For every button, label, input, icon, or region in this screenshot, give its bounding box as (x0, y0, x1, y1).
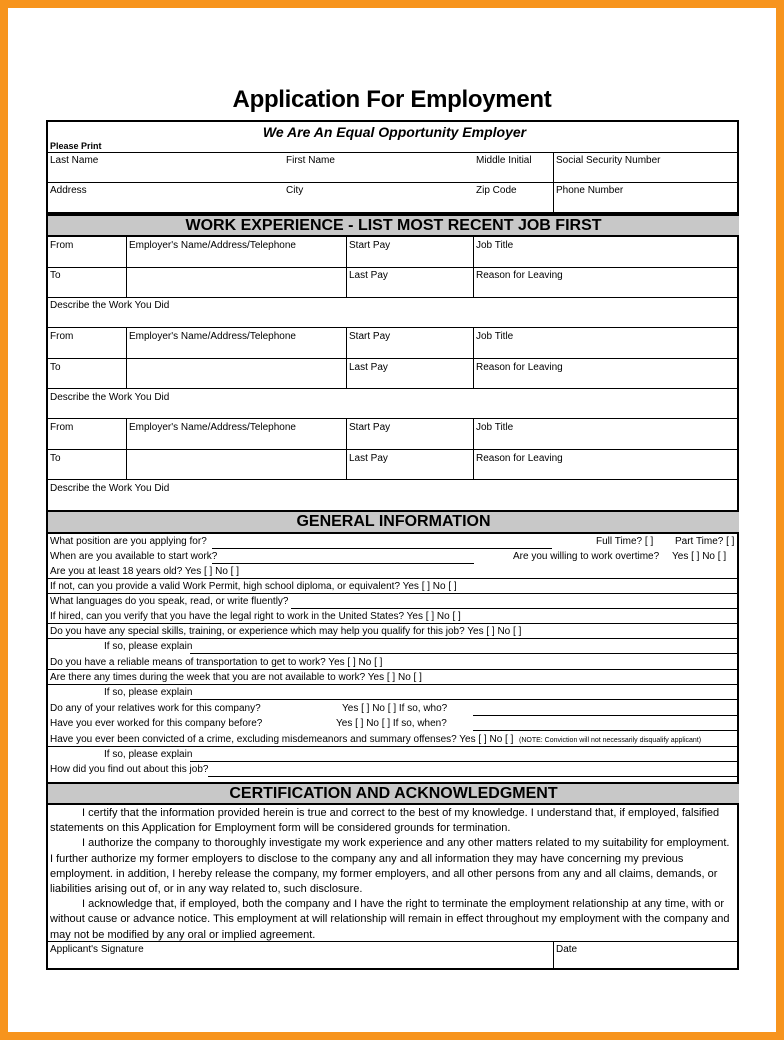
certification-paragraph-1: I certify that the information provided herein is true and correct to the best of my knowledge. I understand that, if employed, falsified statements on this Application for Employment form will be considered grounds for termination. (50, 807, 720, 835)
worked-before-checkboxes[interactable]: Yes [ ] No [ ] If so, when? (336, 718, 447, 729)
full-time-checkbox[interactable]: Full Time? [ ] (596, 536, 654, 547)
last-pay-field[interactable]: Last Pay (349, 362, 388, 373)
ssn-field[interactable]: Social Security Number (556, 155, 661, 166)
transport-question[interactable]: Do you have a reliable means of transportation to get to work? Yes [ ] No [ ] (50, 657, 383, 668)
worked-before-question: Have you ever worked for this company before? (50, 718, 263, 729)
describe-work-field[interactable]: Describe the Work You Did (50, 392, 170, 403)
reason-for-leaving-field[interactable]: Reason for Leaving (476, 453, 563, 464)
conviction-question[interactable]: Have you ever been convicted of a crime, excluding misdemeanors and summary offenses? Yes [ ] No [ ] (50, 734, 514, 745)
languages-input[interactable] (291, 608, 739, 609)
address-field[interactable]: Address (50, 185, 87, 196)
from-field[interactable]: From (50, 422, 74, 433)
skills-explain-input[interactable] (190, 653, 739, 654)
age-question[interactable]: Are you at least 18 years old? Yes [ ] No [ ] (50, 566, 239, 577)
skills-question[interactable]: Do you have any special skills, training, or experience which may help you qualify for this job? Yes [ ] No [ ] (50, 626, 522, 637)
describe-work-field[interactable]: Describe the Work You Did (50, 483, 170, 494)
conviction-explain-input[interactable] (190, 761, 739, 762)
found-job-question: How did you find out about this job? (50, 764, 209, 775)
employer-field[interactable]: Employer's Name/Address/Telephone (129, 240, 296, 251)
languages-question: What languages do you speak, read, or write fluently? (50, 596, 289, 607)
first-name-field[interactable]: First Name (286, 155, 335, 166)
start-pay-field[interactable]: Start Pay (349, 422, 391, 433)
general-information-header: GENERAL INFORMATION (48, 510, 739, 534)
from-field[interactable]: From (50, 240, 74, 251)
work-experience-header: WORK EXPERIENCE - LIST MOST RECENT JOB FIRST (48, 214, 739, 237)
job-title-field[interactable]: Job Title (476, 422, 514, 433)
conviction-explain-label: If so, please explain (104, 749, 193, 760)
certification-paragraph-3: I acknowledge that, if employed, both the company and I have the right to terminate the employment relationship at any time, with or without cause or advance notice. This employment at will relationship will remain in effect throughout my employment with the company and may not be modified by any oral or implied agreement. (50, 898, 730, 941)
to-field[interactable]: To (50, 453, 61, 464)
job-title-field[interactable]: Job Title (476, 331, 514, 342)
middle-initial-field[interactable]: Middle Initial (476, 155, 532, 166)
reason-for-leaving-field[interactable]: Reason for Leaving (476, 362, 563, 373)
conviction-note: (NOTE: Conviction will not necessarily disqualify applicant) (519, 737, 702, 744)
found-job-input[interactable] (208, 776, 739, 777)
please-print-label: Please Print (50, 141, 102, 151)
to-field[interactable]: To (50, 362, 61, 373)
from-field[interactable]: From (50, 331, 74, 342)
availability-explain-label: If so, please explain (104, 687, 193, 698)
certification-text (50, 806, 734, 943)
start-date-input[interactable] (212, 563, 474, 564)
overtime-question: Are you willing to work overtime? (513, 551, 660, 562)
signature-field[interactable]: Applicant's Signature (50, 944, 144, 955)
employer-field[interactable]: Employer's Name/Address/Telephone (129, 422, 296, 433)
reason-for-leaving-field[interactable]: Reason for Leaving (476, 270, 563, 281)
overtime-checkboxes[interactable]: Yes [ ] No [ ] (672, 551, 727, 562)
start-date-question: When are you available to start work? (50, 551, 218, 562)
certification-paragraph-2: I authorize the company to thoroughly investigate my work experience and any other matters related to my suitability for employment. I further authorize my former employers to disclose to the company any and all information they may have concerning my previous employment. in addition, I hereby release the company, my former employers, and all other persons from any and all claims, demands, or liabilities arising out of, or in any way related to, such disclosure. (50, 837, 730, 896)
position-question: What position are you applying for? (50, 536, 207, 547)
part-time-checkbox[interactable]: Part Time? [ ] (675, 536, 735, 547)
subtitle: We Are An Equal Opportunity Employer (262, 124, 527, 140)
city-field[interactable]: City (286, 185, 304, 196)
relatives-input[interactable] (473, 715, 739, 716)
application-form (46, 120, 739, 970)
position-input[interactable] (212, 548, 552, 549)
worked-before-input[interactable] (473, 730, 739, 731)
skills-explain-label: If so, please explain (104, 641, 193, 652)
relatives-question: Do any of your relatives work for this company? (50, 703, 261, 714)
last-pay-field[interactable]: Last Pay (349, 453, 388, 464)
zip-code-field[interactable]: Zip Code (476, 185, 517, 196)
date-field[interactable]: Date (556, 944, 578, 955)
to-field[interactable]: To (50, 270, 61, 281)
relatives-checkboxes[interactable]: Yes [ ] No [ ] If so, who? (342, 703, 448, 714)
start-pay-field[interactable]: Start Pay (349, 331, 391, 342)
certification-header: CERTIFICATION AND ACKNOWLEDGMENT (48, 782, 739, 805)
describe-work-field[interactable]: Describe the Work You Did (50, 300, 170, 311)
legal-right-question[interactable]: If hired, can you verify that you have the legal right to work in the United States? Yes [ ] No [ ] (50, 611, 461, 622)
work-permit-question[interactable]: If not, can you provide a valid Work Permit, high school diploma, or equivalent? Yes [ ] No [ ] (50, 581, 457, 592)
job-title-field[interactable]: Job Title (476, 240, 514, 251)
phone-field[interactable]: Phone Number (556, 185, 624, 196)
availability-question[interactable]: Are there any times during the week that you are not available to work? Yes [ ] No [ ] (50, 672, 422, 683)
availability-explain-input[interactable] (190, 699, 739, 700)
start-pay-field[interactable]: Start Pay (349, 240, 391, 251)
last-pay-field[interactable]: Last Pay (349, 270, 388, 281)
last-name-field[interactable]: Last Name (50, 155, 99, 166)
page-title: Application For Employment (232, 86, 552, 113)
employer-field[interactable]: Employer's Name/Address/Telephone (129, 331, 296, 342)
